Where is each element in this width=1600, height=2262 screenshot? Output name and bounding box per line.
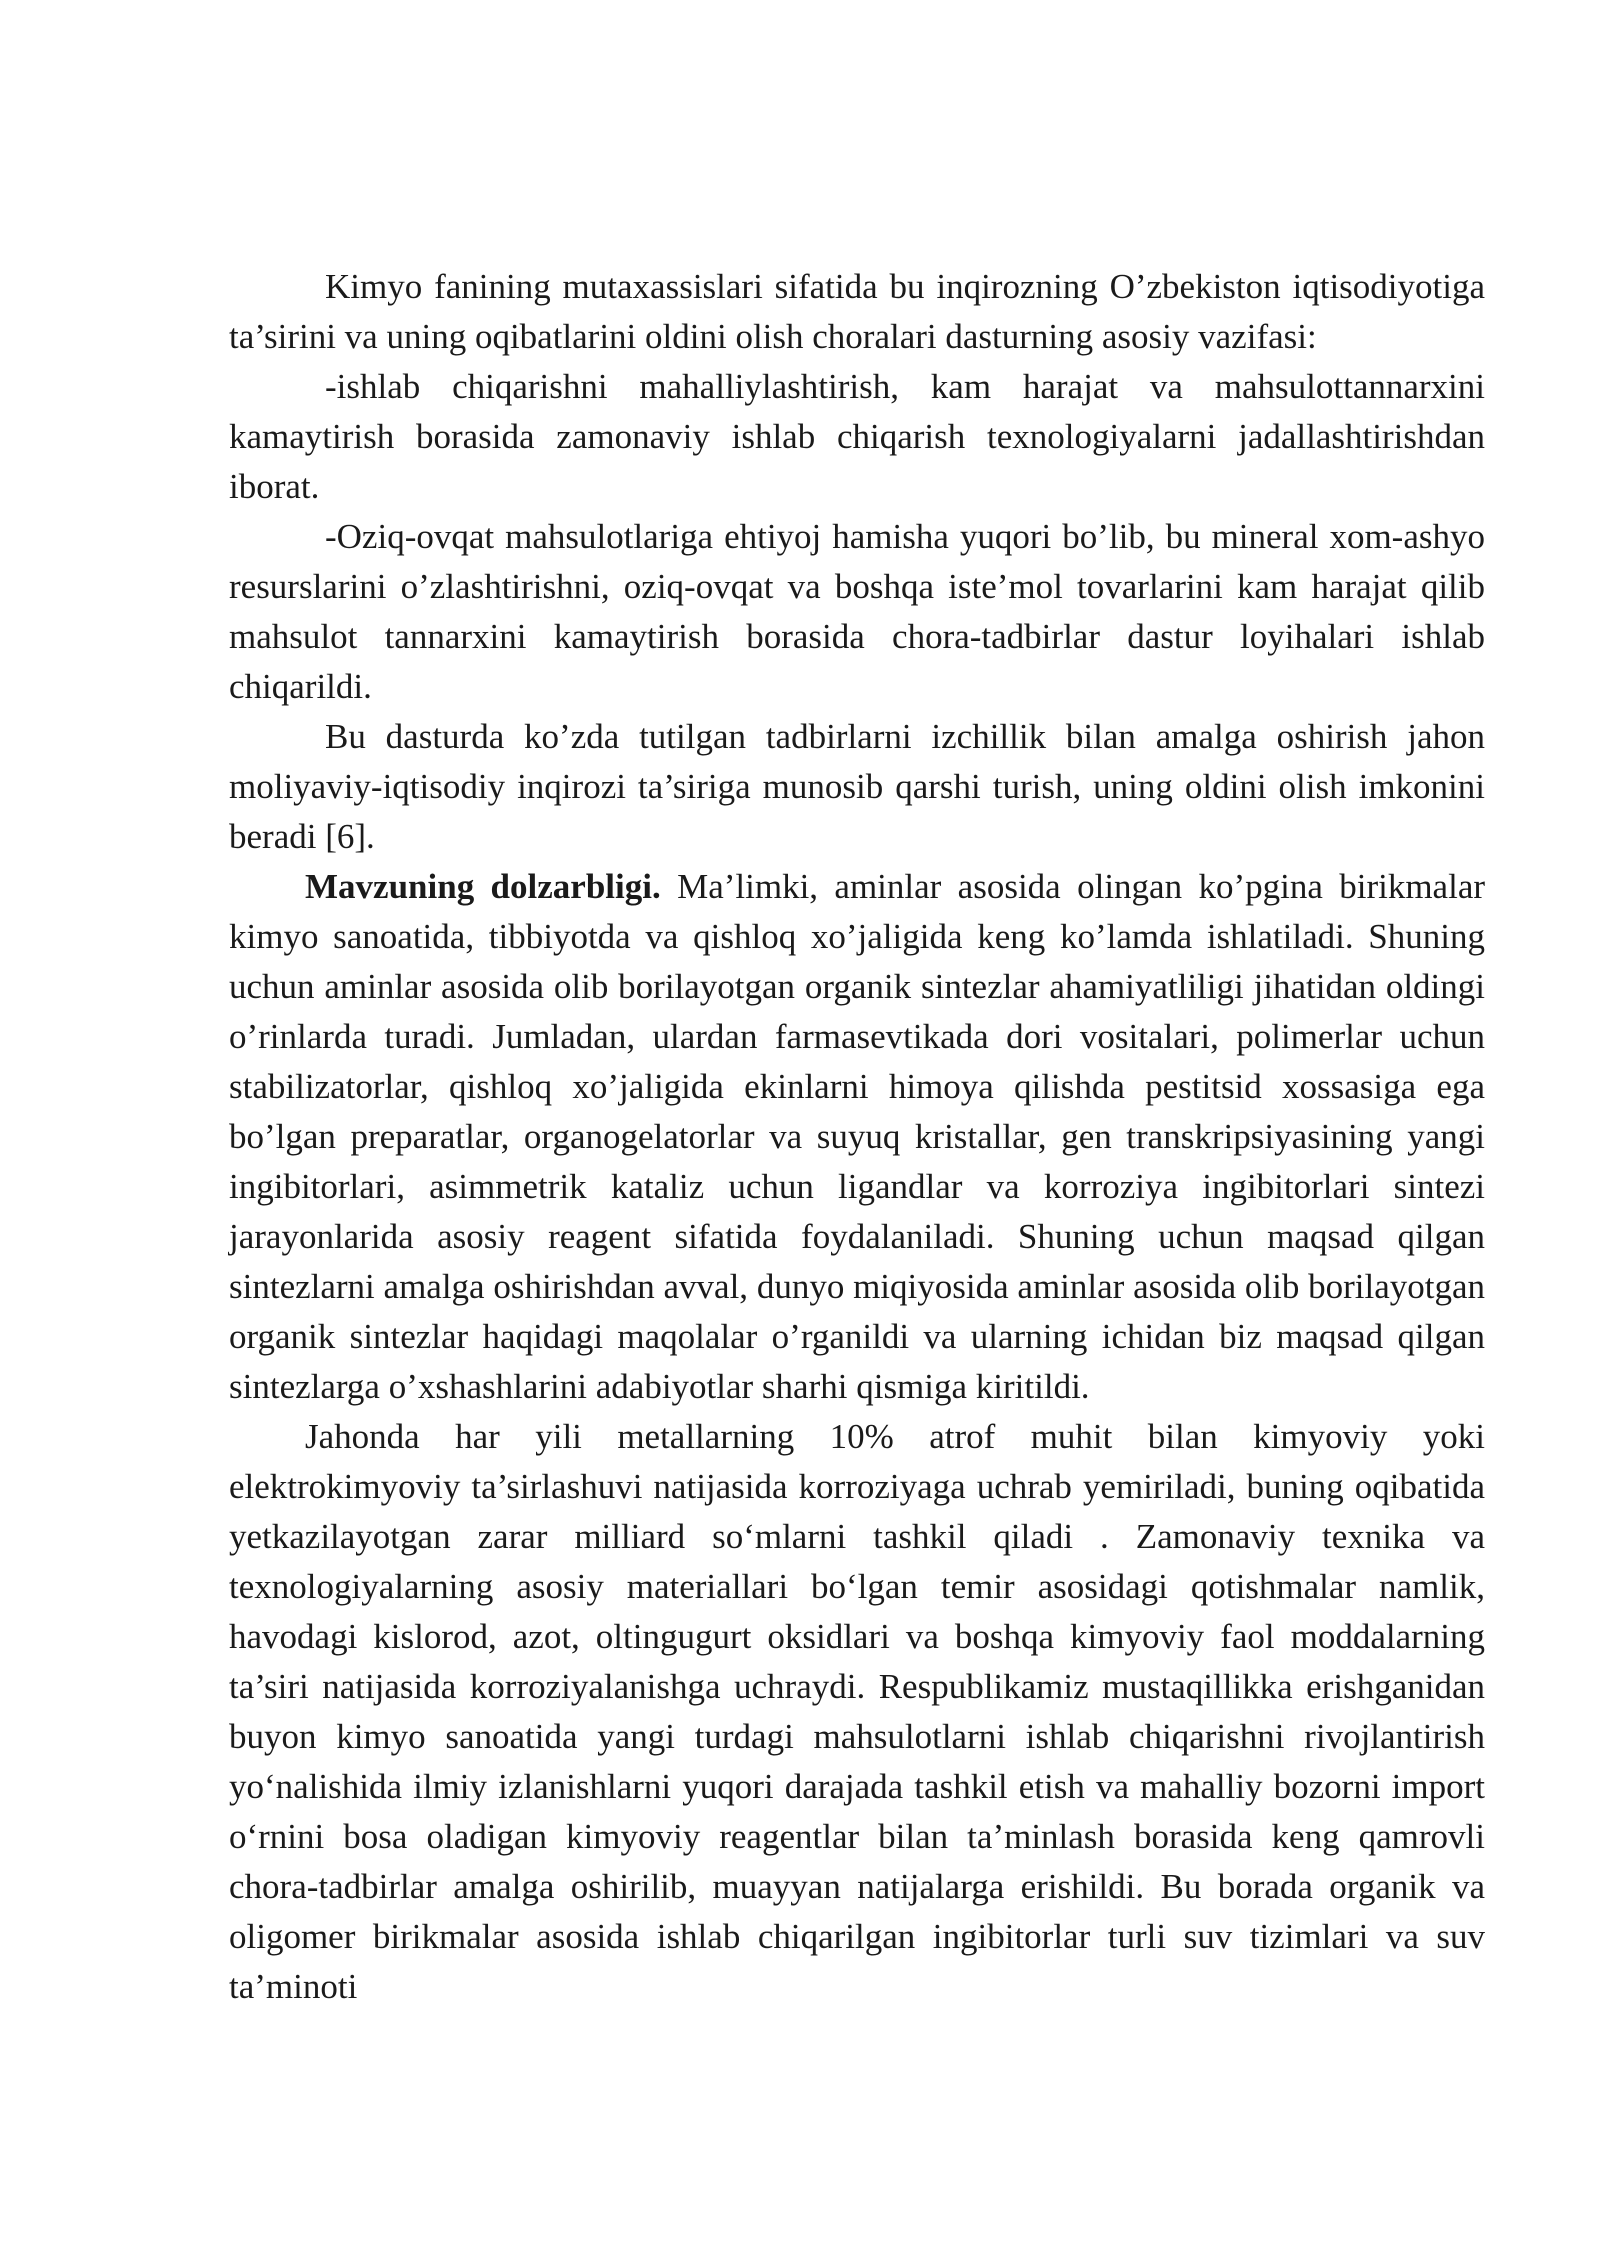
paragraph-food-products: -Oziq-ovqat mahsulotlariga ehtiyoj hamisha yuqori bo’lib, bu mineral xom-ashyo resurslarini o’zlashtirishni, oziq-ovqat va boshqa iste’mol tovarlarini kam harajat qilib mahsulot tannarxini kamaytirish borasida chora-tadbirlar dastur loyihalari ishlab chiqarildi.	[229, 517, 1485, 706]
paragraph-corrosion: Jahonda har yili metallarning 10% atrof muhit bilan kimyoviy yoki elektrokimyoviy ta’sirlashuvi natijasida korroziyaga uchrab yemiriladi, buning oqibatida yetkazilayotgan zarar milliard so‘mlarni tashkil qiladi . Zamonaviy texnika va texnologiyalarning asosiy materiallari bo‘lgan temir asosidagi qotishmalar namlik, havodagi kislorod, azot, oltingugurt oksidlari va boshqa kimyoviy faol moddalarning ta’siri natijasida korroziyalanishga uchraydi. Respublikamiz mustaqillikka erishganidan buyon kimyo sanoatida yangi turdagi mahsulotlarni ishlab chiqarishni rivojlantirish yo‘nalishida ilmiy izlanishlarni yuqori darajada tashkil etish va mahalliy bozorni import o‘rnini bosa oladigan kimyoviy reagentlar bilan ta’minlash borasida keng qamrovli chora-tadbirlar amalga oshirilib, muayyan natijalarga erishildi. Bu borada organik va oligomer birikmalar asosida ishlab chiqarilgan ingibitorlar turli suv tizimlari va suv ta’minoti	[229, 1417, 1485, 2006]
paragraph-program-measures: Bu dasturda ko’zda tutilgan tadbirlarni izchillik bilan amalga oshirish jahon moliyaviy-iqtisodiy inqirozi ta’siriga munosib qarshi turish, uning oldini olish imkonini beradi [6].	[229, 717, 1485, 856]
paragraph-relevance	[229, 862, 1485, 1412]
paragraph-localization: -ishlab chiqarishni mahalliylashtirish, kam harajat va mahsulottannarxini kamaytirish borasida zamonaviy ishlab chiqarish texnologiyalarni jadallashtirishdan iborat.	[229, 367, 1485, 506]
relevance-heading: Mavzuning dolzarbligi.	[305, 867, 661, 906]
paragraph-intro: Kimyo fanining mutaxassislari sifatida bu inqirozning O’zbekiston iqtisodiyotiga ta’sirini va uning oqibatlarini oldini olish choralari dasturning asosiy vazifasi:	[229, 267, 1485, 356]
document-page	[229, 262, 1485, 2012]
relevance-body: Ma’limki, aminlar asosida olingan ko’pgina birikmalar kimyo sanoatida, tibbiyotda va qishloq xo’jaligida keng ko’lamda ishlatiladi. Shuning uchun aminlar asosida olib borilayotgan organik sintezlar ahamiyatliligi jihatidan oldingi o’rinlarda turadi. Jumladan, ulardan farmasevtikada dori vositalari, polimerlar uchun stabilizatorlar, qishloq xo’jaligida ekinlarni himoya qilishda pestitsid xossasiga ega bo’lgan preparatlar, organogelatorlar va suyuq kristallar, gen transkripsiyasining yangi ingibitorlari, asimmetrik kataliz uchun ligandlar va korroziya ingibitorlari sintezi jarayonlarida asosiy reagent sifatida foydalaniladi. Shuning uchun maqsad qilgan sintezlarni amalga oshirishdan avval, dunyo miqiyosida aminlar asosida olib borilayotgan organik sintezlar haqidagi maqolalar o’rganildi va ularning ichidan biz maqsad qilgan sintezlarga o’xshashlarini adabiyotlar sharhi qismiga kiritildi.	[229, 867, 1486, 1406]
